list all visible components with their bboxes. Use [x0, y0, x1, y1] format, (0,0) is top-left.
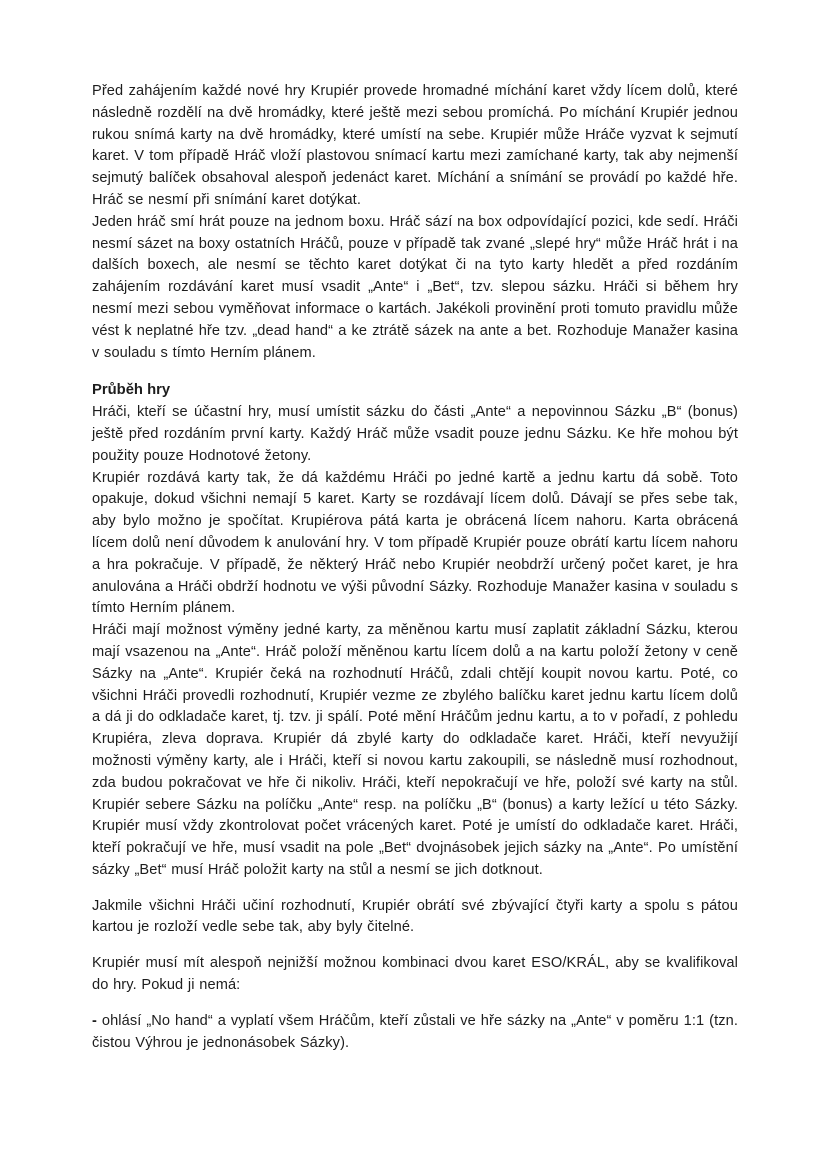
no-hand-rule-paragraph	[92, 1011, 738, 1055]
no-hand-rule-text: ohlásí „No hand“ a vyplatí všem Hráčům, kteří zůstali ve hře sázky na „Ante“ v poměru 1:1 (tzn. čistou Výhrou je jednonásobek Sázky).	[92, 1012, 738, 1051]
intro-paragraph-boxes: Jeden hráč smí hrát pouze na jednom boxu. Hráč sází na box odpovídající pozici, kde sedí. Hráči nesmí sázet na boxy ostatních Hráčů, pouze v případě tak zvané „slepé hry“ může Hráč hrát i na dalších boxech, ale nesmí se těchto karet dotýkat či na tyto karty hledět a před rozdáním zahájením rozdávání karet musí vsadit „Ante“ i „Bet“, tzv. slepou sázku. Hráči si během hry nesmí mezi sebou vyměňovat informace o kartách. Jakékoli provinění proti tomuto pravidlu může vést k neplatné hře tzv. „dead hand“ a ke ztrátě sázek na ante a bet. Rozhoduje Manažer kasina v souladu s tímto Herním plánem.	[92, 213, 738, 361]
list-bullet-dash: -	[92, 1012, 97, 1029]
closing-paragraph-dealer-reveal: Jakmile všichni Hráči učiní rozhodnutí, Krupiér obrátí své zbývající čtyři karty a spolu s pátou kartou je rozloží vedle sebe tak, aby byly čitelné.	[92, 897, 738, 936]
section-paragraph-card-exchange: Hráči mají možnost výměny jedné karty, za měněnou kartu musí zaplatit základní Sázku, kterou mají vsazenou na „Ante“. Hráč položí měněnou kartu lícem dolů a na kartu položí žetony v ceně Sázky na „Ante“. Krupiér čeká na rozhodnutí Hráčů, zdali chtějí koupit novou kartu. Poté, co všichni Hráči provedli rozhodnutí, Krupiér vezme ze zbylého balíčku karet jednu kartu lícem dolů a dá ji do odkladače karet, tj. tzv. ji spálí. Poté mění Hráčům jednu kartu, a to v pořadí, z pohledu Krupiéra, zleva doprava. Krupiér dá zbylé karty do odkladače karet. Hráči, kteří nevyužijí možnosti výměny karty, ale i Hráči, kteří si novou kartu zakoupili, se následně musí rozhodnout, zda budou pokračovat ve hře či nikoliv. Hráči, kteří nepokračují ve hře, položí své karty na stůl. Krupiér sebere Sázku na políčku „Ante“ resp. na políčku „B“ (bonus) a karty ležící u této Sázky. Krupiér musí vždy zkontrolovat počet vrácených karet. Poté je umístí do odkladače karet. Hráči, kteří pokračují ve hře, musí vsadit na pole „Bet“ dvojnásobek jejich sázky na „Ante“. Po umístění sázky „Bet“ musí Hráč položit karty na stůl a nesmí se jich dotknout.	[92, 622, 738, 878]
section-paragraph-dealing: Krupiér rozdává karty tak, že dá každému Hráči po jedné kartě a jednu kartu dá sobě. Toto opakuje, dokud všichni nemají 5 karet. Karty se rozdávají lícem dolů. Dávají se přes sebe tak, aby bylo možno je spočítat. Krupiérova pátá karta je obrácená lícem nahoru. Karta obrácená lícem dolů není důvodem k anulování hry. V tom případě Krupiér pouze obrátí kartu lícem nahoru a hra pokračuje. V případě, že některý Hráč nebo Krupiér neobdrží určený počet karet, je hra anulována a Hráči obdrží hodnotu ve výši původní Sázky. Rozhoduje Manažer kasina v souladu s tímto Herním plánem.	[92, 469, 738, 617]
document-content	[92, 81, 738, 1054]
section-paragraph-ante-bonus: Hráči, kteří se účastní hry, musí umístit sázku do části „Ante“ a nepovinnou Sázku „B“ (bonus) ještě před rozdáním první karty. Každý Hráč může vsadit pouze jednu Sázku. Ke hře mohou být použity pouze Hodnotové žetony.	[92, 404, 738, 464]
section-heading-course-of-game: Průběh hry	[92, 382, 171, 399]
intro-paragraph-shuffling: Před zahájením každé nové hry Krupiér provede hromadné míchání karet vždy lícem dolů, které následně rozdělí na dvě hromádky, které ještě mezi sebou promíchá. Po míchání Krupiér jednou rukou snímá karty na dvě hromádky, které umístí na sebe. Krupiér může Hráče vyzvat k sejmutí karet. V tom případě Hráč vloží plastovou snímací kartu mezi zamíchané karty, tak aby nejmenší sejmutý balíček obsahoval alespoň jedenáct karet. Míchání a snímání se provádí po každé hře. Hráč se nesmí při snímání karet dotýkat.	[92, 83, 738, 208]
closing-paragraph-qualification: Krupiér musí mít alespoň nejnižší možnou kombinaci dvou karet ESO/KRÁL, aby se kvalifikoval do hry. Pokud ji nemá:	[92, 955, 738, 994]
